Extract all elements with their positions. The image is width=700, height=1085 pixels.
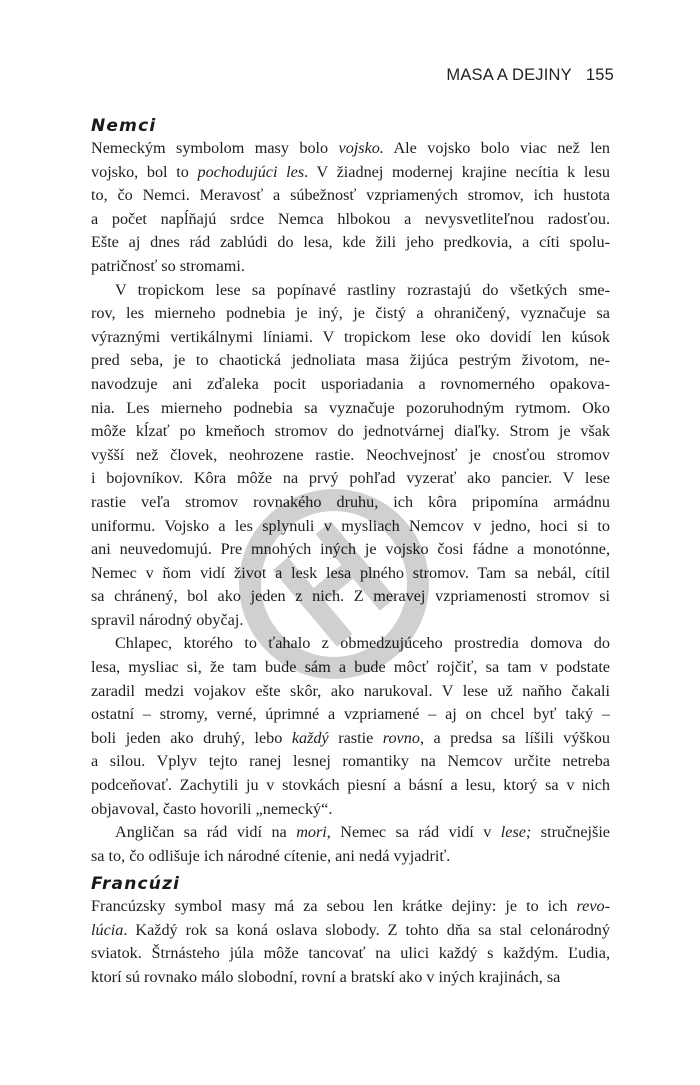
text-line — [91, 137, 610, 161]
text-run: výraznými vertikálnymi líniami. V tropickom lese oko dovidí len kúsok — [91, 327, 610, 346]
text-run: sa chránený, bol ako jeden z nich. Z meravej vzpriamenosti stromov si — [91, 587, 610, 606]
section-heading-francuzi: Francúzi — [91, 874, 181, 894]
text-line — [91, 420, 610, 444]
text-run: Nemeckým symbolom masy bolo — [91, 139, 339, 157]
text-run: Angličan sa rád vidí na — [115, 823, 297, 842]
text-run: , a predsa sa líšili výškou — [419, 728, 610, 747]
text-line — [91, 373, 610, 397]
text-run: sviatok. Štrnásteho júla môže tancovať na ulici každý s každým. Ľudia, — [91, 944, 610, 963]
text-line — [91, 632, 610, 656]
italic-text: lese; — [500, 823, 532, 842]
text-run: nia. Les mierneho podnebia sa vyznačuje pozoruhodným rytmom. Oko — [91, 398, 610, 417]
text-run: môže kĺzať po kmeňoch stromov do jednotvárnej diaľky. Strom je však — [91, 422, 610, 441]
text-line — [91, 585, 610, 609]
text-line — [91, 609, 610, 633]
text-line — [91, 821, 610, 845]
text-line — [91, 895, 610, 919]
text-run: vojsko, bol to — [91, 162, 198, 181]
text-run: Chlapec, ktorého to ťahalo z obmedzujúceho prostredia domova do — [115, 634, 610, 653]
text-line — [91, 326, 610, 350]
page-number: 155 — [585, 66, 614, 84]
text-line — [91, 208, 610, 232]
text-line — [91, 184, 610, 208]
paragraph — [91, 821, 610, 868]
text-line — [91, 942, 610, 966]
text-run: rov, les mierneho podnebia je iný, je čistý a ohraničený, vyznačuje sa — [91, 304, 610, 323]
text-line — [91, 966, 610, 990]
running-head — [446, 66, 614, 85]
text-run: navodzuje ani zďaleka pocit usporiadania a rovnomerného opakova- — [91, 374, 610, 393]
text-run: zaradil medzi vojakov ešte skôr, ako narukoval. V lese už naňho čakali — [91, 681, 610, 700]
text-run: vyšší než človek, neohrozene rastie. Neochvejnosť je cnosťou stromov — [91, 445, 610, 464]
paragraph — [91, 895, 610, 989]
text-line — [91, 302, 610, 326]
section-heading-nemci: Nemci — [91, 116, 157, 136]
text-run: uniformu. Vojsko a les splynuli v mysliach Nemcov v jedno, hoci si to — [91, 516, 610, 535]
text-line — [91, 538, 610, 562]
text-run: ktorí sú rovnako málo slobodní, rovní a bratskí ako v iných krajinách, sa — [91, 967, 561, 986]
text-line — [91, 467, 610, 491]
text-line — [91, 774, 610, 798]
text-line — [91, 919, 610, 943]
text-run: . V žiadnej modernej krajine necítia k lesu — [304, 162, 610, 181]
text-line — [91, 491, 610, 515]
text-run: Francúzsky symbol masy má za sebou len krátke dejiny: je to ich — [91, 897, 577, 915]
text-line — [91, 161, 610, 185]
text-run: objavoval, často hovorili „nemecký“. — [91, 799, 333, 818]
text-line — [91, 562, 610, 586]
text-run: a počet napĺňajú srdce Nemca hlbokou a nevysvetliteľnou radosťou. — [91, 209, 610, 228]
text-line — [91, 231, 610, 255]
text-line — [91, 703, 610, 727]
text-line — [91, 727, 610, 751]
text-run: stručnejšie — [531, 823, 610, 842]
italic-text: lúcia — [91, 920, 124, 939]
text-run: , Nemec sa rád vidí v — [326, 823, 501, 842]
text-run: pred seba, je to chaotická jednoliata masa žijúca pestrým životom, ne- — [91, 351, 610, 370]
text-run: a silou. Vplyv tejto ranej lesnej romantiky na Nemcov určite netreba — [91, 752, 610, 771]
text-line — [91, 680, 610, 704]
text-line — [91, 798, 610, 822]
text-run: podceňovať. Zachytili ju v stovkách piesní a básní a lesu, ktorý sa v nich — [91, 776, 610, 795]
paragraph — [91, 632, 610, 821]
italic-text: pochodujúci les — [197, 162, 305, 181]
text-run: boli jeden ako druhý, lebo — [91, 728, 292, 747]
section-body-nemci — [91, 137, 610, 868]
text-run: V tropickom lese sa popínavé rastliny rozrastajú do všetkých sme- — [115, 280, 610, 299]
text-run: spravil národný obyčaj. — [91, 610, 244, 629]
text-run: . Každý rok sa koná oslava slobody. Z tohto dňa sa stal celonárodný — [123, 920, 610, 939]
running-head-title: MASA A DEJINY — [446, 66, 572, 84]
text-run: ostatní – stromy, verné, úprimné a vzpriamené – aj on chcel byť taký – — [91, 705, 610, 724]
text-line — [91, 444, 610, 468]
text-run: sa to, čo odlišuje ich národné cítenie, ani nedá vyjadriť. — [91, 846, 451, 865]
text-line — [91, 845, 610, 869]
text-line — [91, 750, 610, 774]
text-line — [91, 397, 610, 421]
italic-text: revo- — [576, 897, 610, 915]
text-run: ani neuvedomujú. Pre mnohých iných je vojsko čosi fádne a monotónne, — [91, 540, 610, 559]
text-run: patričnosť so stromami. — [91, 256, 245, 275]
section-body-francuzi — [91, 895, 610, 989]
italic-text: mori — [296, 823, 327, 842]
italic-text: vojsko. — [338, 139, 384, 157]
italic-text: každý — [291, 728, 329, 747]
text-run: Ešte aj dnes rád zablúdi do lesa, kde žili jeho predkovia, a cíti spolu- — [91, 233, 610, 252]
text-run: to, čo Nemci. Meravosť a súbežnosť vzpriamených stromov, ich hustota — [91, 186, 610, 205]
text-run: rastie veľa stromov rovnakého druhu, ich kôra pripomína armádnu — [91, 492, 610, 511]
text-line — [91, 349, 610, 373]
text-run: Ale vojsko bolo viac než len — [383, 139, 610, 157]
text-run: i bojovníkov. Kôra môže na prvý pohľad vyzerať ako pancier. V lese — [91, 469, 610, 488]
text-run: Nemec v ňom vidí život a lesk lesa plného stromov. Tam sa nebál, cítil — [91, 563, 610, 582]
text-line — [91, 656, 610, 680]
text-line — [91, 515, 610, 539]
text-run: rastie — [328, 728, 383, 747]
text-line — [91, 279, 610, 303]
paragraph — [91, 279, 610, 633]
italic-text: rovno — [382, 728, 420, 747]
text-line — [91, 255, 610, 279]
text-run: lesa, mysliac si, že tam bude sám a bude môcť rojčiť, sa tam v podstate — [91, 658, 610, 677]
paragraph — [91, 137, 610, 279]
